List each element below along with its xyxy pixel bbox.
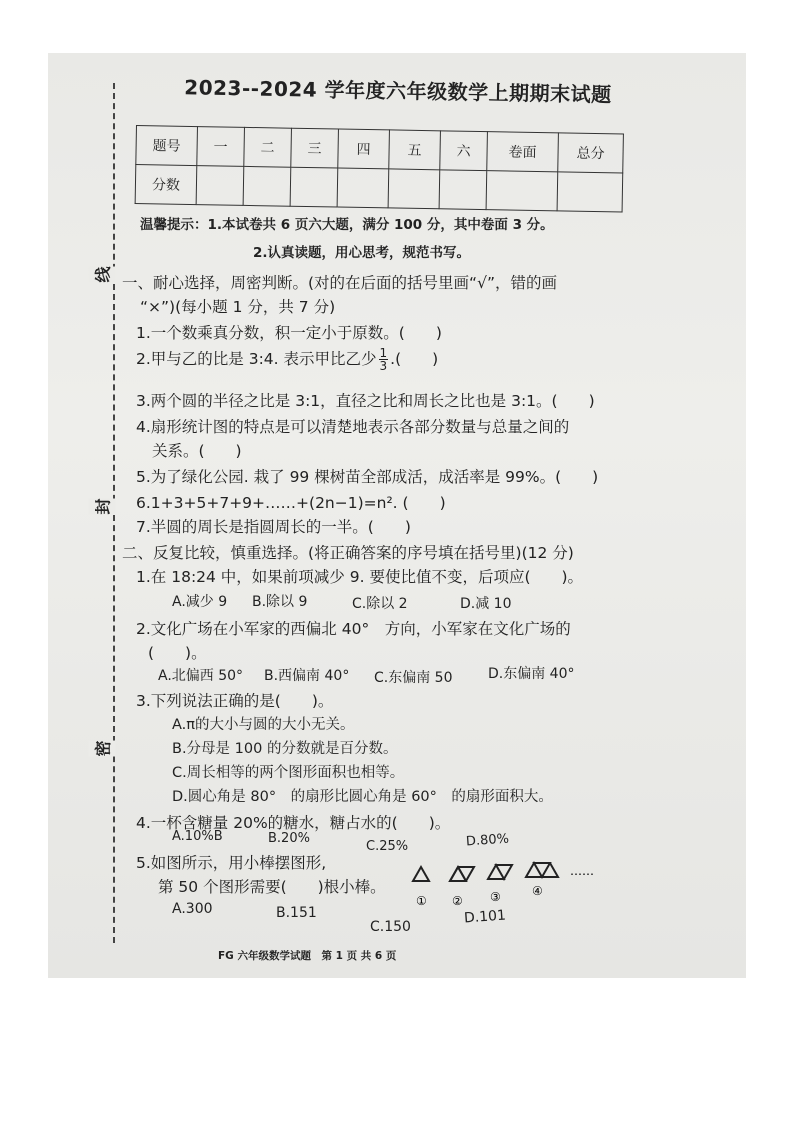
section1-q2 bbox=[136, 347, 438, 372]
score-header-cell: 二 bbox=[244, 127, 292, 167]
section2-q3-option-a: A.π的大小与圆的大小无关。 bbox=[172, 717, 355, 733]
binding-char-mi: 密 bbox=[89, 740, 116, 756]
section2-q3-option-c: C.周长相等的两个图形面积也相等。 bbox=[172, 765, 405, 781]
section2-q2-line2: ( )。 bbox=[148, 644, 207, 662]
section1-q2-tail: .( ) bbox=[390, 350, 439, 368]
fraction-numerator: 1 bbox=[379, 346, 388, 360]
figure-1-triangle bbox=[413, 867, 429, 881]
section1-heading-1: 一、耐心选择，周密判断。(对的在后面的括号里画“√”，错的画 bbox=[122, 274, 557, 292]
section1-q7: 7.半圆的周长是指圆周长的一半。( ) bbox=[136, 518, 411, 536]
section2-q2-option-a: A.北偏西 50° bbox=[158, 668, 244, 684]
score-header-cell: 三 bbox=[291, 128, 339, 168]
score-cell bbox=[243, 166, 291, 206]
score-table-score-row bbox=[135, 165, 623, 212]
tip-line-1: 温馨提示：1.本试卷共 6 页六大题，满分 100 分，其中卷面 3 分。 bbox=[140, 217, 554, 233]
section2-q3-option-b: B.分母是 100 的分数就是百分数。 bbox=[172, 741, 398, 757]
figure-2-shape bbox=[450, 867, 466, 881]
figure-ellipsis: …… bbox=[570, 864, 594, 878]
section2-heading: 二、反复比较，慎重选择。(将正确答案的序号填在括号里)(12 分) bbox=[122, 544, 574, 562]
figure-label-3: ③ bbox=[490, 890, 501, 904]
score-cell bbox=[388, 169, 440, 209]
score-header-cell: 总分 bbox=[558, 133, 624, 173]
section2-q4-option-b: B.20% bbox=[268, 831, 310, 846]
section2-q1: 1.在 18:24 中，如果前项减少 9. 要使比值不变，后项应( )。 bbox=[136, 568, 584, 586]
figure-2-parallelogram bbox=[450, 867, 474, 881]
fraction-denominator: 3 bbox=[379, 359, 388, 373]
section2-q2-option-d: D.东偏南 40° bbox=[488, 666, 575, 682]
score-header-cell: 卷面 bbox=[487, 132, 559, 172]
score-header-cell: 六 bbox=[440, 131, 488, 171]
binding-line bbox=[78, 83, 118, 943]
section1-q4-line2: 关系。( ) bbox=[152, 442, 242, 460]
section1-q2-text: 2.甲与乙的比是 3:4. 表示甲比乙少 bbox=[136, 350, 377, 368]
section2-q3: 3.下列说法正确的是( )。 bbox=[136, 692, 334, 710]
section1-q1: 1.一个数乘真分数，积一定小于原数。( ) bbox=[136, 324, 442, 342]
exam-title: 2023--2024 学年度六年级数学上期期末试题 bbox=[184, 75, 612, 107]
page-footer: FG 六年级数学试题 第 1 页 共 6 页 bbox=[218, 950, 397, 962]
section2-q3-option-d: D.圆心角是 80° 的扇形比圆心角是 60° 的扇形面积大。 bbox=[172, 789, 553, 805]
section2-q2-option-b: B.西偏南 40° bbox=[264, 668, 350, 684]
binding-char-xian: 线 bbox=[89, 266, 116, 282]
tip-line-2: 2.认真读题，用心思考，规范书写。 bbox=[253, 245, 471, 261]
section2-q4-option-d: D.80% bbox=[465, 831, 510, 850]
section2-q5-option-c: C.150 bbox=[370, 919, 411, 935]
score-cell bbox=[290, 167, 338, 207]
figure-label-4: ④ bbox=[532, 884, 543, 898]
section2-q1-option-c: C.除以 2 bbox=[352, 596, 408, 612]
stick-figure-sequence bbox=[408, 853, 608, 913]
score-cell bbox=[196, 166, 244, 206]
fraction-one-third bbox=[379, 347, 389, 372]
section2-q5-line2: 第 50 个图形需要( )根小棒。 bbox=[158, 878, 386, 896]
score-header-cell: 五 bbox=[389, 130, 441, 170]
exam-paper bbox=[48, 53, 746, 978]
score-header-cell: 四 bbox=[338, 129, 390, 169]
section1-q5: 5.为了绿化公园. 栽了 99 棵树苗全部成活，成活率是 99%。( ) bbox=[136, 468, 599, 486]
figure-4-shape bbox=[526, 863, 558, 877]
section2-q4-option-a: A.10%B bbox=[172, 829, 223, 844]
figure-3-shape bbox=[488, 865, 512, 879]
section2-q5-option-b: B.151 bbox=[276, 905, 317, 921]
section1-q6: 6.1+3+5+7+9+……+(2n−1)=n². ( ) bbox=[136, 494, 446, 512]
score-cell bbox=[337, 168, 389, 208]
score-cell bbox=[439, 170, 487, 210]
figure-label-2: ② bbox=[452, 894, 463, 908]
section2-q1-option-a: A.减少 9 bbox=[172, 594, 228, 610]
section2-q1-option-b: B.除以 9 bbox=[252, 594, 308, 610]
binding-char-feng: 封 bbox=[89, 498, 116, 514]
score-header-cell: 题号 bbox=[136, 126, 198, 166]
section1-q3: 3.两个圆的半径之比是 3:1，直径之比和周长之比也是 3:1。( ) bbox=[136, 392, 595, 410]
section2-q4-option-c: C.25% bbox=[366, 839, 409, 854]
figure-label-1: ① bbox=[416, 894, 427, 908]
section2-q1-option-d: D.减 10 bbox=[460, 596, 512, 612]
section2-q2-line1: 2.文化广场在小军家的西偏北 40° 方向，小军家在文化广场的 bbox=[136, 620, 571, 638]
score-table bbox=[135, 125, 624, 213]
section1-heading-2: “×”)(每小题 1 分，共 7 分) bbox=[140, 298, 336, 316]
score-row-label: 分数 bbox=[135, 165, 197, 205]
score-cell bbox=[486, 171, 558, 211]
score-header-cell: 一 bbox=[197, 127, 245, 167]
section2-q5-line1: 5.如图所示，用小棒摆图形, bbox=[136, 854, 327, 872]
section2-q5-option-d: D.101 bbox=[463, 907, 507, 927]
section2-q5-option-a: A.300 bbox=[172, 901, 213, 917]
section1-q4-line1: 4.扇形统计图的特点是可以清楚地表示各部分数量与总量之间的 bbox=[136, 418, 570, 436]
section2-q4: 4.一杯含糖量 20%的糖水，糖占水的( )。 bbox=[136, 814, 451, 832]
score-cell bbox=[557, 172, 623, 212]
section2-q2-option-c: C.东偏南 50 bbox=[374, 670, 453, 686]
